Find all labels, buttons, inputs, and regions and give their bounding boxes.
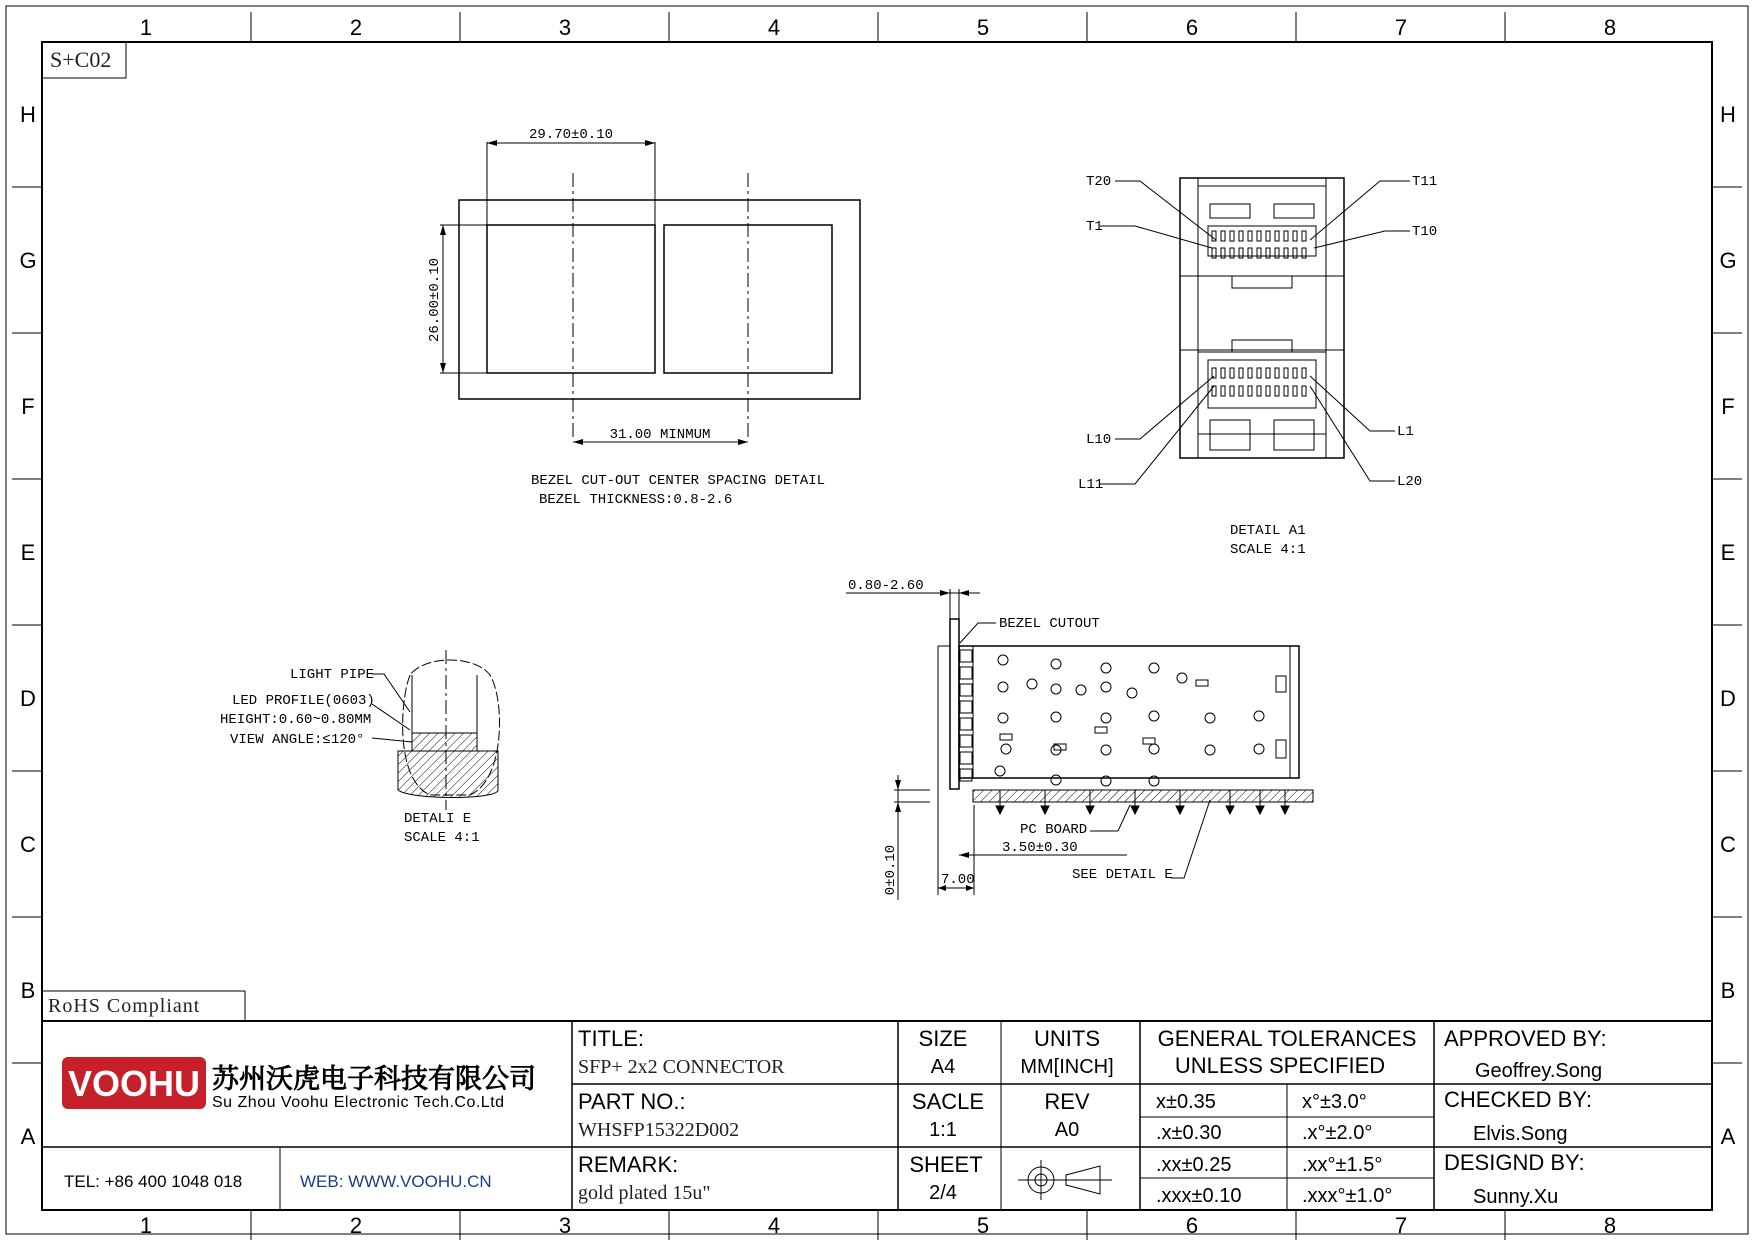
zone-labels [19,15,1736,1238]
sheet-value: 2/4 [929,1182,957,1204]
dim-vertical: 0±0.10 [883,844,899,896]
bezel-width-dim: 29.70±0.10 [528,127,614,143]
checked-label: CHECKED BY: [1444,1087,1592,1112]
pin-label-t11: T11 [1412,174,1438,190]
bezel-spacing-dim: 31.00 MINMUM [609,427,711,443]
col-label-bottom: 1 [139,1213,153,1238]
rev-value: A0 [1054,1119,1080,1141]
tol-linear: .x±0.30 [1156,1122,1222,1144]
checked-value: Elvis.Song [1473,1123,1568,1145]
pin-label-l20: L20 [1397,474,1423,490]
row-label-right: H [1720,102,1736,127]
row-label-left: G [19,248,37,273]
company-logo-text: VOOHU [67,1063,201,1104]
title-value: SFP+ 2x2 CONNECTOR [578,1056,785,1078]
scale-label: SACLE [911,1089,985,1114]
bezel-cutout-label: BEZEL CUTOUT [999,616,1100,632]
pin-label-l10: L10 [1086,432,1112,448]
tol-linear: x±0.35 [1156,1091,1216,1113]
title-label: TITLE: [578,1026,645,1051]
col-label-top: 5 [976,15,990,40]
row-label-left: B [20,978,36,1003]
detail-a1 [1078,174,1437,558]
tol-linear: .xx±0.25 [1156,1154,1232,1176]
sheet-label: SHEET [909,1152,983,1177]
col-label-top: 4 [767,15,781,40]
row-label-left: F [21,394,35,419]
tolerance-header-1: GENERAL TOLERANCES [1157,1026,1417,1051]
revision-tag: S+C02 [50,47,112,72]
col-label-top: 7 [1394,15,1408,40]
row-label-left: A [20,1124,36,1149]
col-label-top: 3 [558,15,572,40]
title-block [42,1021,1712,1210]
row-label-right: G [1719,248,1737,273]
approved-label: APPROVED BY: [1444,1026,1607,1051]
col-label-bottom: 5 [976,1213,990,1238]
size-value: A4 [930,1056,956,1078]
row-label-right: B [1720,978,1736,1003]
bezel-caption-2: BEZEL THICKNESS:0.8-2.6 [539,492,733,508]
col-label-top: 1 [139,15,153,40]
rev-label: REV [1044,1089,1090,1114]
col-label-bottom: 8 [1603,1213,1617,1238]
see-detail-label: SEE DETAIL E [1072,867,1173,883]
col-label-bottom: 7 [1394,1213,1408,1238]
units-value: MM[INCH] [1020,1056,1114,1078]
dim-700: 7.00 [941,872,975,888]
row-label-left: H [20,102,36,127]
units-label: UNITS [1034,1026,1100,1051]
row-label-left: E [20,540,36,565]
col-label-top: 6 [1185,15,1199,40]
remark-value: gold plated 15u" [578,1182,711,1204]
pin-label-t1: T1 [1086,219,1103,235]
part-value: WHSFP15322D002 [578,1119,740,1141]
tol-linear: .xxx±0.10 [1156,1185,1242,1207]
design-value: Sunny.Xu [1473,1186,1559,1208]
zone-ticks [12,12,1742,1240]
remark-label: REMARK: [578,1152,679,1177]
row-label-right: F [1721,394,1735,419]
detail-e-caption-1: DETALI E [404,811,472,827]
pin-label-t10: T10 [1412,224,1438,240]
col-label-bottom: 4 [767,1213,781,1238]
projection-symbol-icon [1018,1160,1112,1200]
scale-value: 1:1 [929,1119,957,1141]
company-name-en: Su Zhou Voohu Electronic Tech.Co.Ltd [212,1094,505,1111]
col-label-top: 2 [349,15,363,40]
dim-350: 3.50±0.30 [1002,840,1078,856]
detail-e [220,650,500,846]
company-tel: TEL: +86 400 1048 018 [64,1172,243,1191]
view-angle-label: VIEW ANGLE:≤120° [230,732,365,748]
light-pipe-label: LIGHT PIPE [290,667,375,683]
bezel-height-dim: 26.00±0.10 [427,257,443,343]
pin-label-l11: L11 [1078,477,1104,493]
row-label-left: D [20,686,36,711]
part-label: PART NO.: [578,1089,686,1114]
pin-label-t20: T20 [1086,174,1112,190]
row-label-right: D [1720,686,1736,711]
detail-a1-caption-2: SCALE 4:1 [1230,542,1306,558]
row-label-right: C [1720,832,1736,857]
pc-board-label: PC BOARD [1020,822,1088,838]
bezel-cutout-detail [427,127,860,508]
bezel-caption-1: BEZEL CUT-OUT CENTER SPACING DETAIL [531,473,826,489]
rohs-label: RoHS Compliant [48,995,201,1017]
tol-angular: .xxx°±1.0° [1302,1185,1393,1207]
company-web: WEB: WWW.VOOHU.CN [300,1172,492,1191]
detail-a1-caption-1: DETAIL A1 [1230,523,1306,539]
tol-angular: x°±3.0° [1302,1091,1367,1113]
tol-angular: .x°±2.0° [1302,1122,1373,1144]
col-label-bottom: 3 [558,1213,572,1238]
col-label-bottom: 2 [349,1213,363,1238]
row-label-right: E [1720,540,1736,565]
pin-label-l1: L1 [1397,424,1414,440]
side-view [846,578,1313,900]
tolerance-header-2: UNLESS SPECIFIED [1174,1053,1386,1078]
tol-angular: .xx°±1.5° [1302,1154,1383,1176]
bezel-range-dim: 0.80-2.60 [848,578,924,594]
company-name-cn: 苏州沃虎电子科技有限公司 [212,1064,536,1095]
led-profile-label: LED PROFILE(0603) [232,693,375,709]
col-label-bottom: 6 [1185,1213,1199,1238]
size-label: SIZE [918,1026,968,1051]
col-label-top: 8 [1603,15,1617,40]
row-label-left: C [20,832,36,857]
row-label-right: A [1720,1124,1736,1149]
detail-e-caption-2: SCALE 4:1 [404,830,480,846]
approved-value: Geoffrey.Song [1475,1060,1603,1082]
led-height-label: HEIGHT:0.60~0.80MM [220,712,372,728]
design-label: DESIGND BY: [1444,1150,1585,1175]
